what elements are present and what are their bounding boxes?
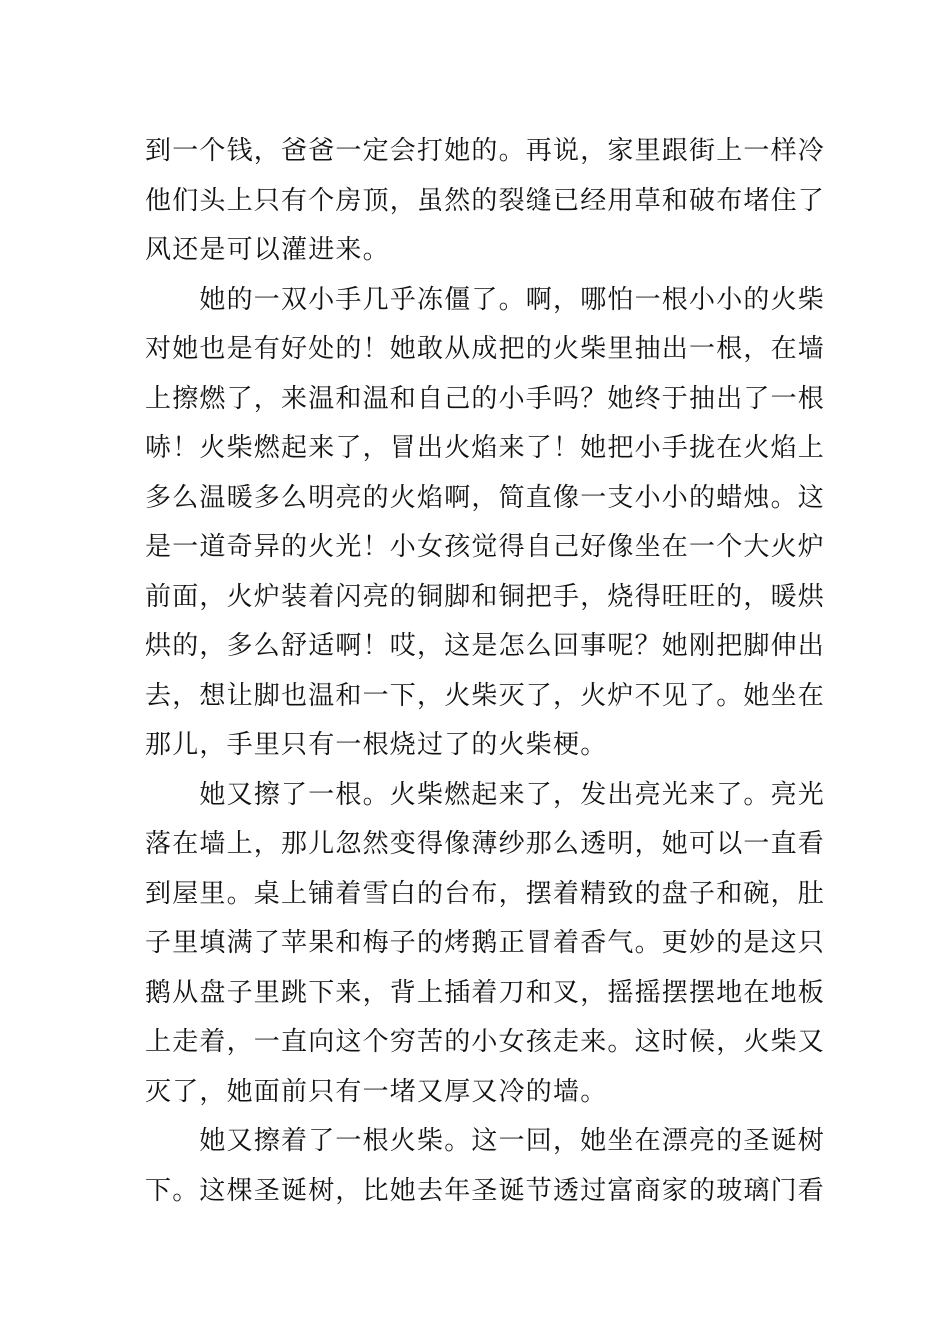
text-line: 上走着，一直向这个穷苦的小女孩走来。这时候，火柴又 <box>145 1027 826 1057</box>
text-line: 他们头上只有个房顶，虽然的裂缝已经用草和破布堵住了 <box>145 185 826 216</box>
text-line: 灭了，她面前只有一堵又厚又冷的墙。 <box>145 1076 608 1107</box>
text-line: 去，想让脚也温和一下，火柴灭了，火炉不见了。她坐在 <box>145 680 826 711</box>
text-line: 鹅从盘子里跳下来，背上插着刀和叉，摇摇摆摆地在地板 <box>145 977 826 1008</box>
text-line: 是一道奇异的火光！小女孩觉得自己好像坐在一个大火炉 <box>145 532 826 562</box>
text-line: 哧！火柴燃起来了，冒出火焰来了！她把小手拢在火焰上 <box>145 433 826 463</box>
text-line: 多么温暖多么明亮的火焰啊，简直像一支小小的蜡烛。这 <box>145 482 826 513</box>
text-line: 前面，火炉装着闪亮的铜脚和铜把手，烧得旺旺的，暖烘 <box>145 581 826 612</box>
text-line: 上擦燃了，来温和温和自己的小手吗？她终于抽出了一根 <box>145 383 826 414</box>
text-line: 到屋里。桌上铺着雪白的台布，摆着精致的盘子和碗，肚 <box>145 878 826 909</box>
text-line: 烘的，多么舒适啊！哎，这是怎么回事呢？她刚把脚伸出 <box>145 631 826 661</box>
text-line: 她的一双小手几乎冻僵了。啊，哪怕一根小小的火柴 <box>145 284 826 315</box>
text-line: 她又擦了一根。火柴燃起来了，发出亮光来了。亮光 <box>145 779 826 810</box>
text-line: 那儿，手里只有一根烧过了的火柴梗。 <box>145 730 608 760</box>
text-line: 下。这棵圣诞树，比她去年圣诞节透过富商家的玻璃门看 <box>145 1175 826 1206</box>
body-text <box>145 127 826 1216</box>
text-line: 风还是可以灌进来。 <box>145 235 390 265</box>
text-line: 落在墙上，那儿忽然变得像薄纱那么透明，她可以一直看 <box>145 829 826 859</box>
text-line: 到一个钱，爸爸一定会打她的。再说，家里跟街上一样冷 <box>145 136 826 166</box>
text-line: 她又擦着了一根火柴。这一回，她坐在漂亮的圣诞树 <box>145 1126 826 1156</box>
text-line: 子里填满了苹果和梅子的烤鹅正冒着香气。更妙的是这只 <box>145 928 826 958</box>
text-line: 对她也是有好处的！她敢从成把的火柴里抽出一根，在墙 <box>145 334 826 364</box>
